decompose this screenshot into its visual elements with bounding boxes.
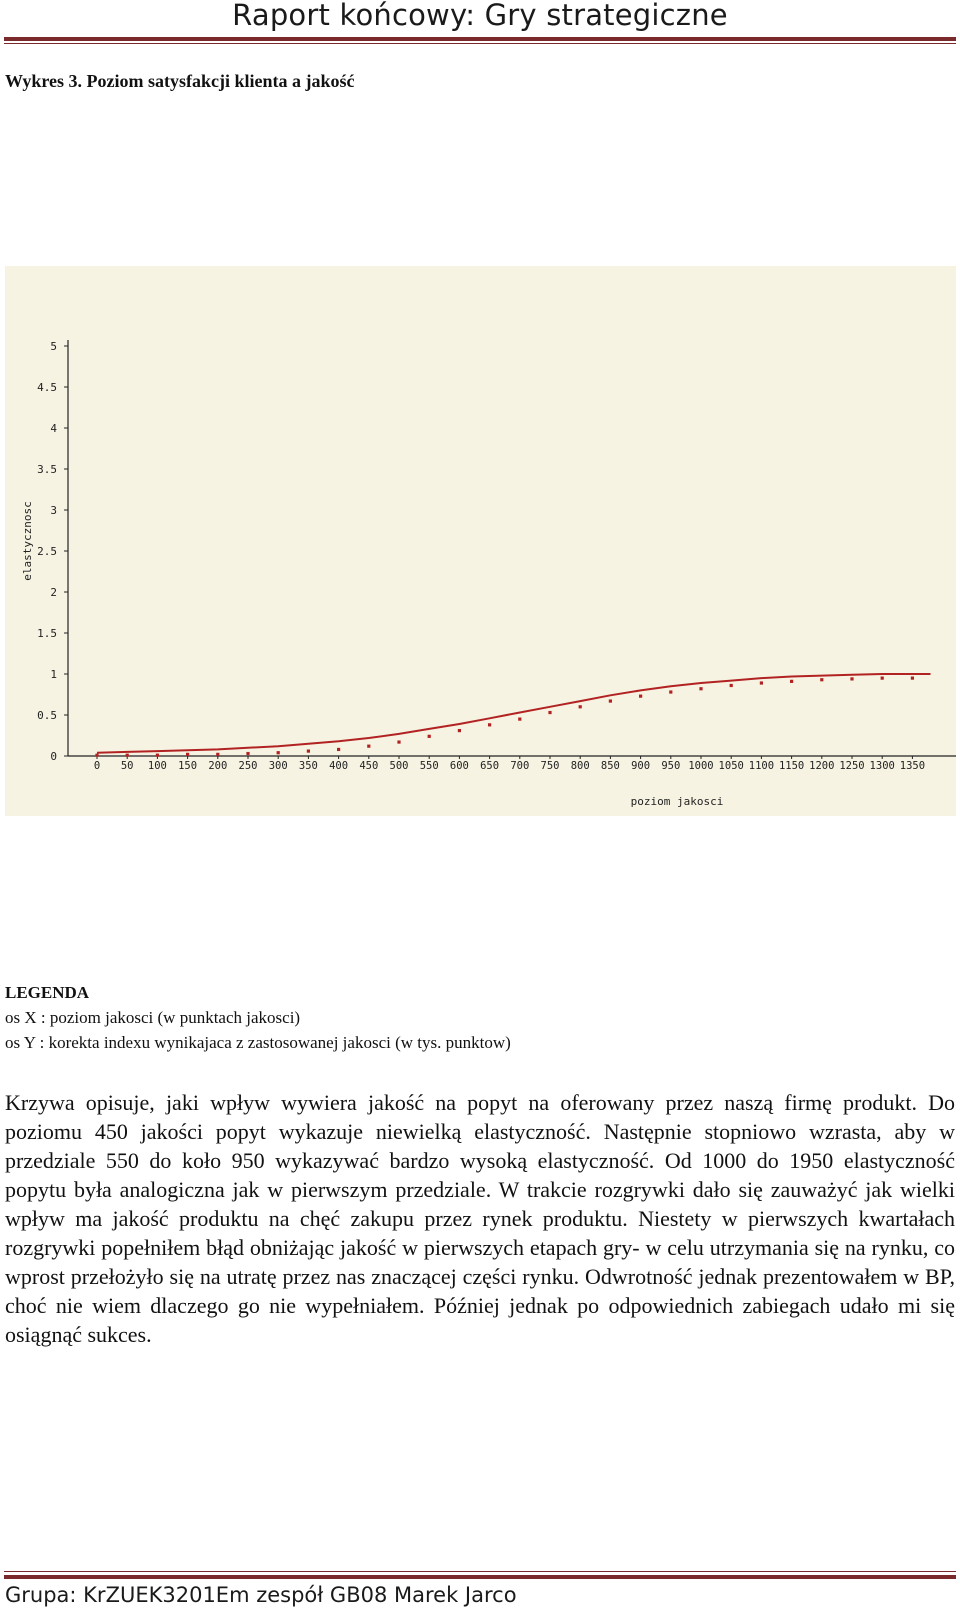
x-tick-label: 150: [178, 760, 198, 772]
x-tick-label: 800: [570, 760, 590, 772]
scatter-point: [186, 753, 189, 756]
x-tick-label: 250: [238, 760, 258, 772]
x-tick-label: 650: [480, 760, 500, 772]
x-tick-label: 700: [510, 760, 530, 772]
x-tick-label: 1200: [809, 760, 835, 772]
x-tick-label: 500: [389, 760, 409, 772]
x-tick-label: 350: [298, 760, 318, 772]
scatter-point: [579, 705, 582, 708]
footer-rule-thin: [4, 1571, 956, 1572]
x-tick-label: 850: [600, 760, 620, 772]
y-tick-label: 0.5: [37, 709, 57, 722]
legend-y-axis: os Y : korekta indexu wynikajaca z zastosowanej jakosci (w tys. punktow): [5, 1033, 511, 1052]
footer-text: Grupa: KrZUEK3201Em zespół GB08 Marek Jarco: [5, 1583, 517, 1607]
x-tick-label: 1000: [688, 760, 714, 772]
scatter-point: [850, 677, 853, 680]
scatter-point: [790, 680, 793, 683]
legend-title: LEGENDA: [5, 983, 90, 1002]
y-tick-label: 3.5: [37, 463, 57, 476]
scatter-point: [337, 748, 340, 751]
scatter-point: [820, 678, 823, 681]
scatter-point: [639, 695, 642, 698]
y-tick-label: 1: [50, 668, 57, 681]
x-tick-label: 450: [359, 760, 379, 772]
scatter-point: [669, 690, 672, 693]
x-tick-label: 600: [449, 760, 469, 772]
x-tick-label: 200: [208, 760, 228, 772]
scatter-point: [881, 677, 884, 680]
scatter-point: [730, 684, 733, 687]
x-tick-label: 950: [661, 760, 681, 772]
scatter-point: [428, 735, 431, 738]
scatter-point: [609, 699, 612, 702]
x-tick-label: 50: [120, 760, 134, 772]
x-tick-label: 100: [147, 760, 167, 772]
page-title: Raport końcowy: Gry strategiczne: [232, 0, 728, 32]
x-tick-label: 1100: [748, 760, 775, 772]
header-rule-thick: [4, 37, 956, 41]
x-tick-label: 1250: [839, 760, 865, 772]
scatter-point: [246, 752, 249, 755]
scatter-point: [126, 754, 129, 757]
y-tick-label: 2: [50, 586, 57, 599]
scatter-point: [699, 687, 702, 690]
series-line-krzywa: [97, 674, 931, 753]
body-paragraph: Krzywa opisuje, jaki wpływ wywiera jakość na popyt na oferowany przez naszą firmę produkt. Do poziomu 450 jakości popyt wykazuje niewielką elastyczność. Następnie stopniowo wzrasta, aby w przedziale 550 do koło 950 wykazywać bardzo wysoką elastyczność. Od 1000 do 1950 elastyczność popytu była analogiczna jak w pierwszym przedziale. W trakcie rozgrywki dało się zauważyć jak wielki wpływ ma jakość produktu na chęć zakupu przez rynek produktu. Niestety w pierwszych kwartałach rozgrywki popełniłem błąd obniżając jakość w pierwszych etapach gry- w celu utrzymania się na rynku, co wprost przełożyło się na utratę przez nas znaczącej części rynku. Odwrotność jednak prezentowałem w BP, choć nie wiem dlaczego go nie wypełniałem. Później jednak po odpowiednich zabiegach udało mi się osiągnąć sukces.: [5, 1090, 955, 1347]
y-tick-label: 4: [50, 422, 57, 435]
header-rule-thin: [4, 43, 956, 44]
y-tick-label: 3: [50, 504, 57, 517]
y-tick-label: 5: [50, 340, 57, 353]
scatter-point: [911, 677, 914, 680]
footer-rule-thick: [4, 1575, 956, 1579]
scatter-point: [277, 751, 280, 754]
scatter-point: [216, 753, 219, 756]
y-tick-label: 1.5: [37, 627, 57, 640]
x-tick-label: 300: [268, 760, 288, 772]
x-tick-label: 1050: [718, 760, 744, 772]
scatter-point: [548, 711, 551, 714]
scatter-point: [95, 754, 98, 757]
x-tick-label: 750: [540, 760, 560, 772]
scatter-point: [760, 681, 763, 684]
x-tick-label: 1150: [778, 760, 805, 772]
scatter-point: [397, 740, 400, 743]
scatter-point: [458, 729, 461, 732]
y-tick-label: 0: [50, 750, 57, 763]
y-tick-label: 2.5: [37, 545, 57, 558]
x-axis-label: poziom jakosci: [630, 795, 724, 808]
chart-area: [5, 266, 956, 816]
quality-elasticity-chart: [5, 266, 956, 816]
y-tick-label: 4.5: [37, 381, 57, 394]
legend-x-axis: os X : poziom jakosci (w punktach jakosci): [5, 1008, 301, 1027]
legend: [5, 980, 511, 1055]
chart-caption: Wykres 3. Poziom satysfakcji klienta a jakość: [5, 71, 355, 91]
x-tick-label: 400: [329, 760, 349, 772]
scatter-point: [156, 754, 159, 757]
x-tick-label: 550: [419, 760, 439, 772]
scatter-point: [307, 749, 310, 752]
scatter-point: [488, 723, 491, 726]
scatter-point: [367, 745, 370, 748]
x-tick-label: 1300: [869, 760, 895, 772]
x-tick-label: 1350: [899, 760, 926, 772]
y-axis-label: elastycznosc: [21, 501, 34, 581]
x-tick-label: 0: [93, 760, 101, 772]
scatter-point: [518, 718, 521, 721]
x-tick-label: 900: [631, 760, 651, 772]
